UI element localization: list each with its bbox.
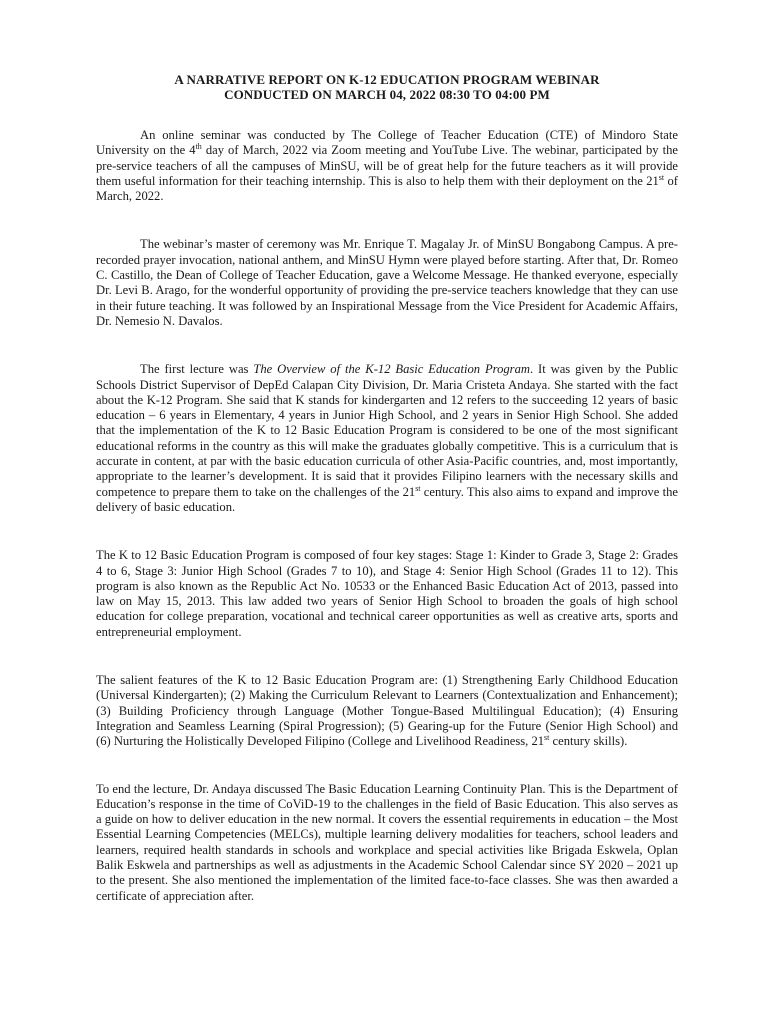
report-title bbox=[96, 72, 678, 102]
paragraph-first-lecture: The first lecture was The Overview of the K-12 Basic Education Program. It was given by the Public Schools District Supervisor of DepEd Calapan City Division, Dr. Maria Cristeta Andaya. She started with the fact about the K-12 Program. She said that K stands for kindergarten and 12 refers to the succeeding 12 years of basic education – 6 years in Elementary, 4 years in Junior High School, and 2 years in Senior High School. She added that the implementation of the K to 12 Basic Education Program is considered to be one of the most significant educational reforms in the country as this will make the graduates globally competitive. This is a curriculum that is accurate in content, at par with the basic education curricula of other Asia-Pacific countries, and, most importantly, appropriate to the learner’s development. It is said that it provides Filipino learners with the necessary skills and competence to prepare them to take on the challenges of the 21st century. This also aims to expand and improve the delivery of basic education. bbox=[96, 362, 678, 514]
paragraph-learning-continuity: To end the lecture, Dr. Andaya discussed The Basic Education Learning Continuity Plan. This is the Department of Education’s response in the time of CoViD-19 to the challenges in the field of Basic Education. This also serves as a guide on how to deliver education in the new normal. It covers the essential requirements in education – the Most Essential Learning Competencies (MELCs), multiple learning delivery modalities for teachers, school leaders and learners, required health standards in schools and workplace and special activities like Brigada Eskwela, Oplan Balik Eskwela and partnerships as well as adjustments in the Academic School Calendar since SY 2020 – 2021 up to the present. She also mentioned the implementation of the limited face-to-face classes. She was then awarded a certificate of appreciation after. bbox=[96, 781, 678, 903]
title-line-2: CONDUCTED ON MARCH 04, 2022 08:30 TO 04:00 PM bbox=[224, 87, 550, 102]
document-page bbox=[96, 72, 678, 904]
paragraph-salient-features: The salient features of the K to 12 Basic Education Program are: (1) Strengthening Early Childhood Education (Universal Kindergarten); (2) Making the Curriculum Relevant to Learners (Contextualization and Enhancement); (3) Building Proficiency through Language (Mother Tongue-Based Multilingual Education); (4) Ensuring Integration and Seamless Learning (Spiral Progression); (5) Gearing-up for the Future (Senior High School) and (6) Nurturing the Holistically Developed Filipino (College and Livelihood Readiness, 21st century skills). bbox=[96, 673, 678, 749]
paragraph-key-stages: The K to 12 Basic Education Program is composed of four key stages: Stage 1: Kinder to Grade 3, Stage 2: Grades 4 to 6, Stage 3: Junior High School (Grades 7 to 10), and Stage 4: Senior High School (Grades 11 to 12). This program is also known as the Republic Act No. 10533 or the Enhanced Basic Education Act of 2013, passed into law on May 15, 2013. This law added two years of Senior High School to broaden the goals of high school education for college preparation, vocational and technical career opportunities as well as creative arts, sports and entrepreneurial employment. bbox=[96, 548, 678, 639]
paragraph-program-opening: The webinar’s master of ceremony was Mr. Enrique T. Magalay Jr. of MinSU Bongabong Campus. A pre-recorded prayer invocation, national anthem, and MinSU Hymn were played before starting. After that, Dr. Romeo C. Castillo, the Dean of College of Teacher Education, gave a Welcome Message. He thanked everyone, especially Dr. Levi B. Arago, for the wonderful opportunity of providing the pre-service teachers knowledge that they can use in their future teaching. It was followed by an Inspirational Message from the Vice President for Academic Affairs, Dr. Nemesio N. Davalos. bbox=[96, 237, 678, 328]
title-line-1: A NARRATIVE REPORT ON K-12 EDUCATION PROGRAM WEBINAR bbox=[174, 72, 600, 87]
paragraph-introduction: An online seminar was conducted by The College of Teacher Education (CTE) of Mindoro State University on the 4th day of March, 2022 via Zoom meeting and YouTube Live. The webinar, participated by the pre-service teachers of all the campuses of MinSU, will be of great help for the future teachers as it will provide them useful information for their teaching internship. This is also to help them with their deployment on the 21st of March, 2022. bbox=[96, 128, 679, 204]
lecture-title: The Overview of the K-12 Basic Education Program bbox=[253, 362, 530, 377]
